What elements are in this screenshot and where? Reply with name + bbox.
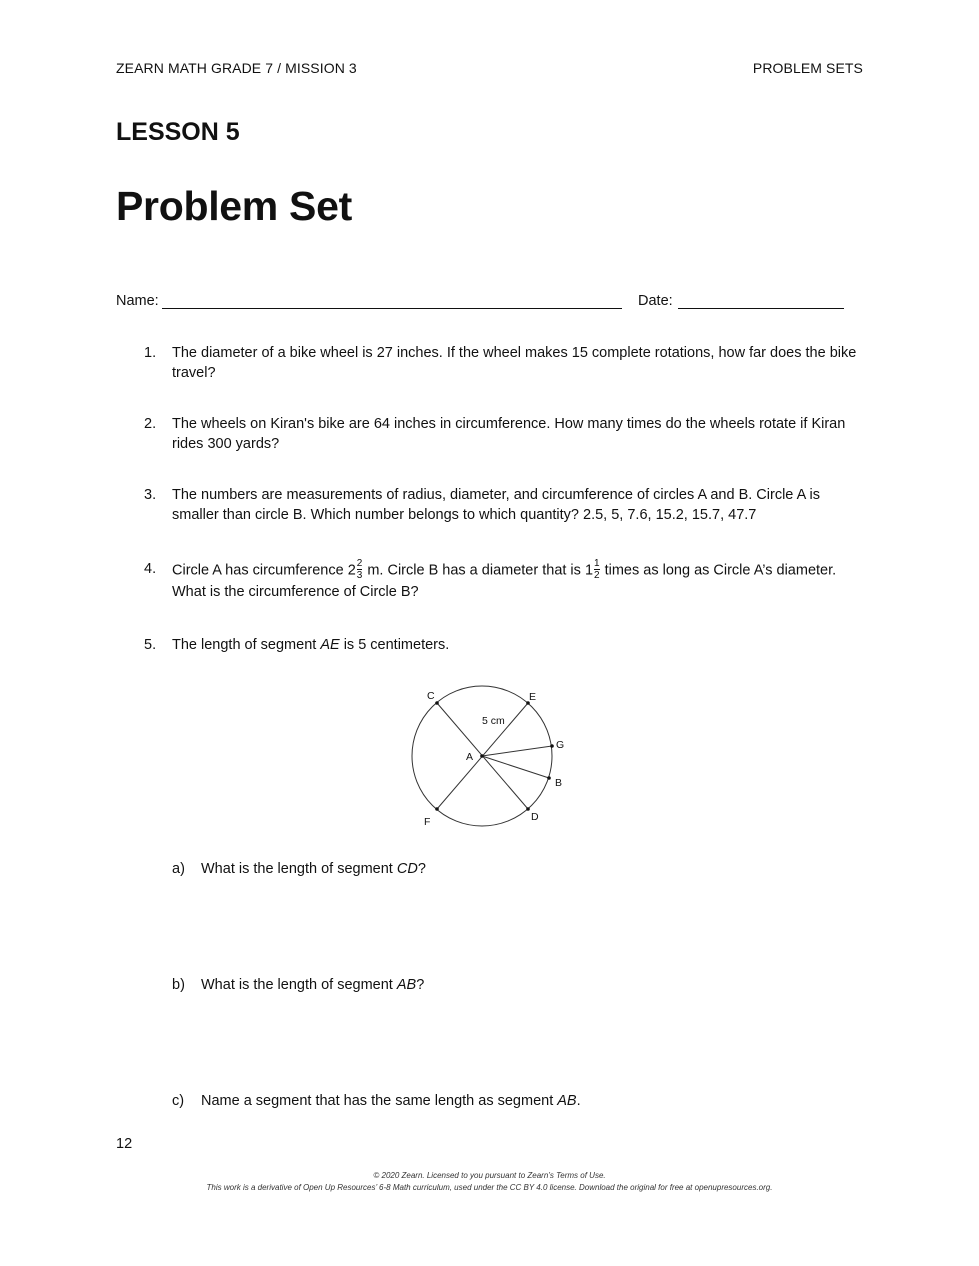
label-e: E xyxy=(529,691,537,703)
label-f: F xyxy=(424,816,431,828)
problem-text: The length of segment AE is 5 centimeters. xyxy=(172,637,450,653)
problem-number: 1. xyxy=(144,345,157,361)
footer-license: This work is a derivative of Open Up Resources’ 6-8 Math curriculum, used under the CC BY 4.0 license. Download the original for free at openupresources.org. xyxy=(206,1183,773,1192)
problem-text: The wheels on Kiran's bike are 64 inches in circumference. How many times do the wheels rotate if Kiran rides 300 yards? xyxy=(172,416,846,452)
point-d xyxy=(526,807,530,811)
problem-text: Circle A has circumference 2 $\frac{2}{3}$ m. Circle B has a diameter that is 1 $\frac{1}{2}$ times as long as Circle A’s diameter. What is the circumference of Circle B? xyxy=(172,558,837,600)
label-d: D xyxy=(531,811,539,823)
label-c: C xyxy=(427,690,435,702)
fraction: $\frac{2}{3}$ xyxy=(356,558,363,581)
label-g: G xyxy=(556,739,565,751)
footer-copyright: © 2020 Zearn. Licensed to you pursuant to Zearn’s Terms of Use. xyxy=(373,1171,606,1180)
point-f xyxy=(435,807,439,811)
point-a xyxy=(480,754,484,758)
page-number: 12 xyxy=(116,1136,133,1152)
circle-diagram xyxy=(400,680,590,830)
point-g xyxy=(550,744,554,748)
name-field[interactable] xyxy=(162,308,622,309)
subquestion-text: Name a segment that has the same length as segment AB. xyxy=(201,1093,581,1109)
problem-text: The numbers are measurements of radius, diameter, and circumference of circles A and B. Circle A is smaller than circle B. Which number belongs to which quantity? 2.5, 5, 7.6, 15.2, 15.7, 47.7 xyxy=(172,487,820,523)
measure-label: 5 cm xyxy=(482,715,505,727)
name-label: Name: xyxy=(116,293,159,309)
problem-number: 3. xyxy=(144,487,157,503)
subquestion-label: a) xyxy=(172,861,185,877)
point-c xyxy=(435,701,439,705)
date-field[interactable] xyxy=(678,308,844,309)
subquestion-text: What is the length of segment CD? xyxy=(201,861,426,877)
segment-ag xyxy=(482,746,552,756)
header-right: PROBLEM SETS xyxy=(752,60,863,76)
problem-number: 4. xyxy=(144,561,157,577)
label-a: A xyxy=(466,751,474,763)
date-label: Date: xyxy=(638,293,673,309)
problem-text: The diameter of a bike wheel is 27 inches. If the wheel makes 15 complete rotations, how far does the bike travel? xyxy=(172,345,857,381)
point-b xyxy=(547,776,551,780)
subquestion-label: c) xyxy=(172,1093,185,1109)
label-b: B xyxy=(555,777,563,789)
problem-number: 5. xyxy=(144,637,157,653)
fraction: $\frac{1}{2}$ xyxy=(594,558,600,581)
problem-number: 2. xyxy=(144,416,157,432)
page-title: Problem Set xyxy=(116,183,352,229)
header-left: ZEARN MATH GRADE 7 / MISSION 3 xyxy=(116,60,357,76)
subquestion-label: b) xyxy=(172,977,185,993)
lesson-label: LESSON 5 xyxy=(116,118,240,146)
subquestion-text: What is the length of segment AB? xyxy=(201,977,425,993)
